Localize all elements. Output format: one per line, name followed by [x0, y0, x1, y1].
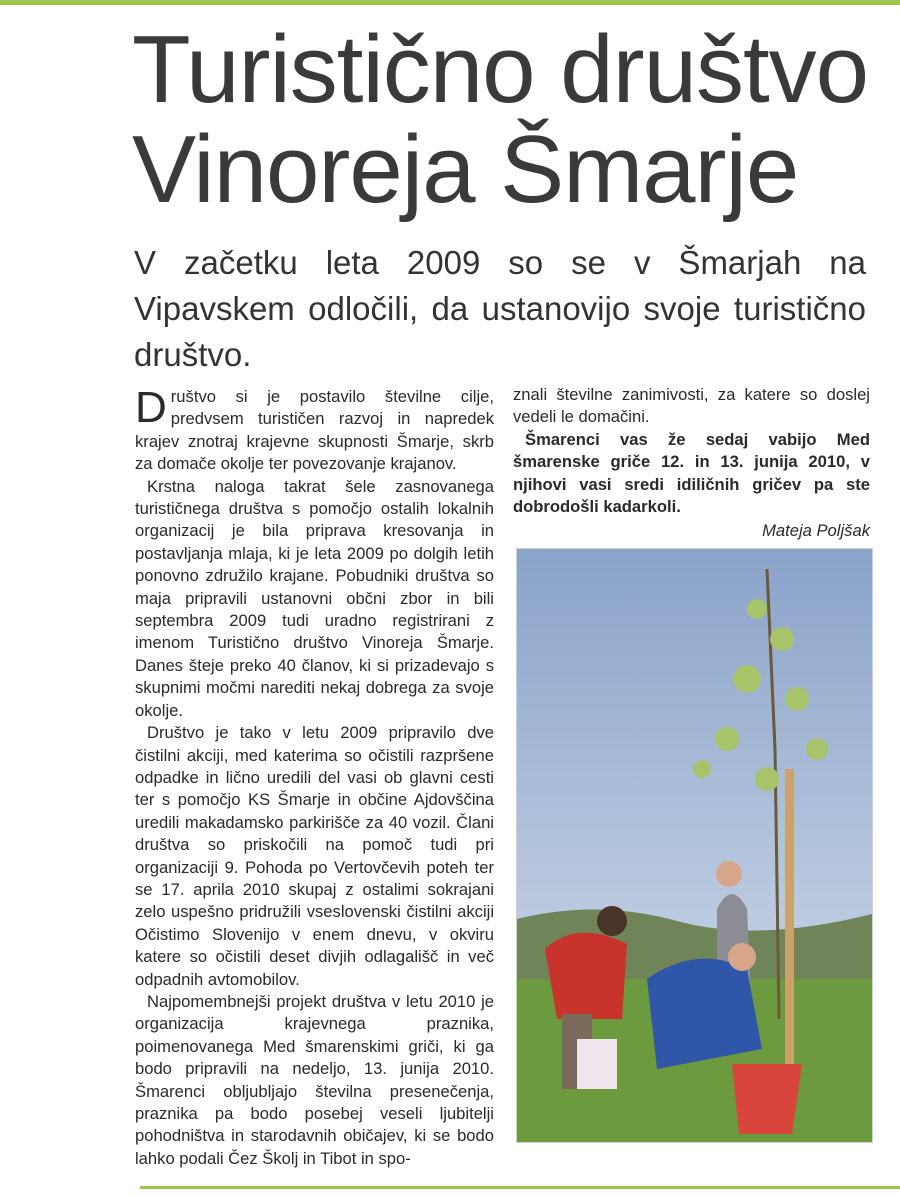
- top-green-rule: [0, 0, 900, 5]
- bottom-green-rule: [140, 1186, 900, 1189]
- paragraph-2: Krstna naloga takrat šele zasnovanega turističnega društva s pomočjo ostalih lokalnih organizacij je bila priprava kresovanja in postavljanja mlaja, ki je leta 2009 po dolgih letih ponovno združilo krajane. Pobudniki društva so maja pripravili ustanovni občni zbor in bili septembra 2009 tudi uradno registrirani z imenom Turistično društvo Vinoreja Šmarje. Danes šteje preko 40 članov, ki si prizadevajo s skupnimi močmi narediti nekaj dobrega za svoje okolje.: [135, 476, 494, 720]
- drop-cap: D: [135, 383, 167, 432]
- photo-of-villagers-planting-tree-icon: [517, 549, 872, 1142]
- paragraph-3: Društvo je tako v letu 2009 pripravilo dve čistilni akciji, med katerima so očistili razpršene odpadke in lično uredili del vasi ob glavni cesti ter s pomočjo KS Šmarje in občine Ajdovščina uredili makadamsko parkirišče za 40 vozil. Člani društva so priskočili na pomoč tudi pri organizaciji 9. Pohoda po Vertovčevih poteh ter se 17. aprila 2010 skupaj z ostalimi sokrajani zelo uspešno pridružili vseslovenski čistilni akciji Očistimo Slovenijo v enem dnevu, v okviru katere so očistili deset divjih odlagališč in več odpadnih avtomobilov.: [135, 723, 494, 989]
- article-title: [132, 16, 872, 223]
- paragraph-1: [135, 383, 494, 476]
- author-byline: Mateja Poljšak: [762, 521, 870, 541]
- paragraph-1-text: ruštvo si je postavilo številne cilje, predvsem turističen razvoj in napredek krajev znotraj krajevne skupnosti Šmarje, skrb za domače okolje ter povezovanje krajanov.: [135, 387, 494, 474]
- title-line-1: Turistično društvo: [132, 16, 869, 123]
- paragraph-4-visible: znali številne zanimivosti, za katere so doslej vedeli le domačini.: [513, 385, 870, 427]
- article-subtitle: V začetku leta 2009 so se v Šmarjah na Vipavskem odločili, da ustanovijo svoje turistično društvo.: [134, 244, 866, 373]
- article-photo: [516, 548, 873, 1143]
- title-line-2: Vinoreja Šmarje: [132, 116, 799, 223]
- column-right: [513, 384, 870, 543]
- paragraph-4: Najpomembnejši projekt društva v letu 2010 je organizacija krajevnega praznika, poimenovanega Med šmarenskimi griči, ki ga bodo pripravili na nedeljo, 13. junija 2010. Šmarenci obljubljajo številna presenečenja, praznika pa bodo posebej veseli ljubitelji pohodništva in starodavnih običajev, ki se bodo lahko podali Čez Školj in Tibot in spo-: [135, 991, 494, 1168]
- column-left: [135, 383, 494, 1170]
- invitation-text: Šmarenci vas že sedaj vabijo Med šmarenske griče 12. in 13. junija 2010, v njihovi vasi sredi idiličnih gričev pa ste dobrodošli kadarkoli.: [513, 429, 870, 517]
- archive-stamp: [39, 1110, 46, 1133]
